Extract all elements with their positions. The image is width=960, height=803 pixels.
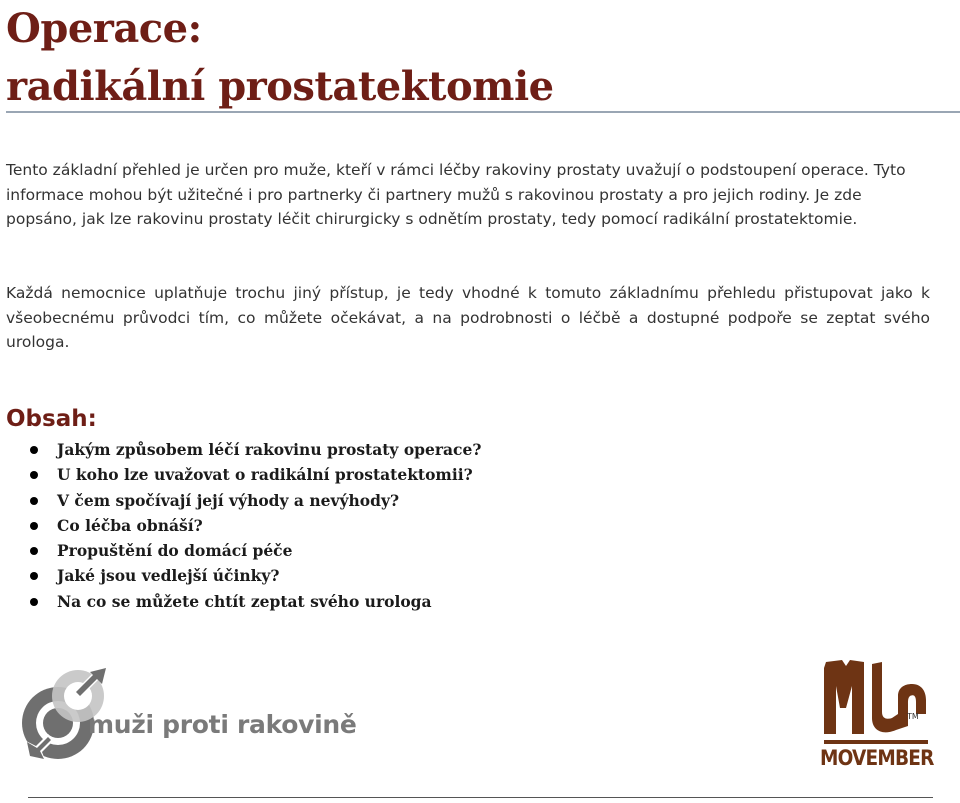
bullet-icon <box>30 522 38 530</box>
bullet-icon <box>30 497 38 505</box>
movember-mustache-icon <box>820 656 932 752</box>
intro-paragraph <box>6 158 930 232</box>
contents-item <box>30 513 481 538</box>
contents-list <box>30 437 481 614</box>
contents-item-label: Co léčba obnáší? <box>57 515 203 535</box>
contents-heading: Obsah: <box>6 406 97 432</box>
title-line-2: radikální prostatektomie <box>6 63 554 110</box>
contents-item <box>30 538 481 563</box>
second-paragraph: Každá nemocnice uplatňuje trochu jiný přístup, je tedy vhodné k tomuto základnímu přehledu přistupovat jako k všeobecnému průvodci tím, co můžete očekávat, a na podrobnosti o léčbě a dostupné podpoře se zeptat svého urologa. <box>6 284 930 351</box>
trademark-label: TM <box>907 712 919 721</box>
contents-item-label: U koho lze uvažovat o radikální prostatektomii? <box>57 465 473 485</box>
logo-left-text: muži proti rakovině <box>88 710 357 739</box>
contents-item <box>30 589 481 614</box>
contents-item-label: Jaké jsou vedlejší účinky? <box>57 566 280 586</box>
contents-item <box>30 462 481 487</box>
contents-item <box>30 488 481 513</box>
footer-divider <box>28 797 933 798</box>
page-title <box>6 0 554 116</box>
contents-item-label: Na co se můžete chtít zeptat svého urologa <box>57 591 432 611</box>
contents-item-label: Propuštění do domácí péče <box>57 541 293 561</box>
bullet-icon <box>30 471 38 479</box>
movember-wordmark: MOVEMBER <box>820 746 934 771</box>
intro-text-part-1: Tento základní přehled je určen pro muže, kteří v rámci léčby rakoviny prostaty uvažují o podstoupení operace. Tyto informace mohou být užitečné i pro partnerky či partnery mužů s rakovinou prostaty a pro jejich rodiny. <box>6 161 906 204</box>
intro-text-part-2: Je zde popsáno, jak lze rakovinu prostaty léčit chirurgicky s odnětím prostaty, tedy pomocí radikální prostatektomie. <box>6 185 862 228</box>
contents-item-label: V čem spočívají její výhody a nevýhody? <box>57 490 400 510</box>
bullet-icon <box>30 572 38 580</box>
muzi-proti-rakovine-logo <box>18 660 357 770</box>
contents-item <box>30 437 481 462</box>
bullet-icon <box>30 598 38 606</box>
contents-item <box>30 563 481 588</box>
bullet-icon <box>30 446 38 454</box>
movember-logo <box>820 656 932 774</box>
contents-item-label: Jakým způsobem léčí rakovinu prostaty operace? <box>57 440 482 459</box>
title-divider <box>6 111 960 113</box>
title-line-1: Operace: <box>6 5 202 52</box>
bullet-icon <box>30 547 38 555</box>
